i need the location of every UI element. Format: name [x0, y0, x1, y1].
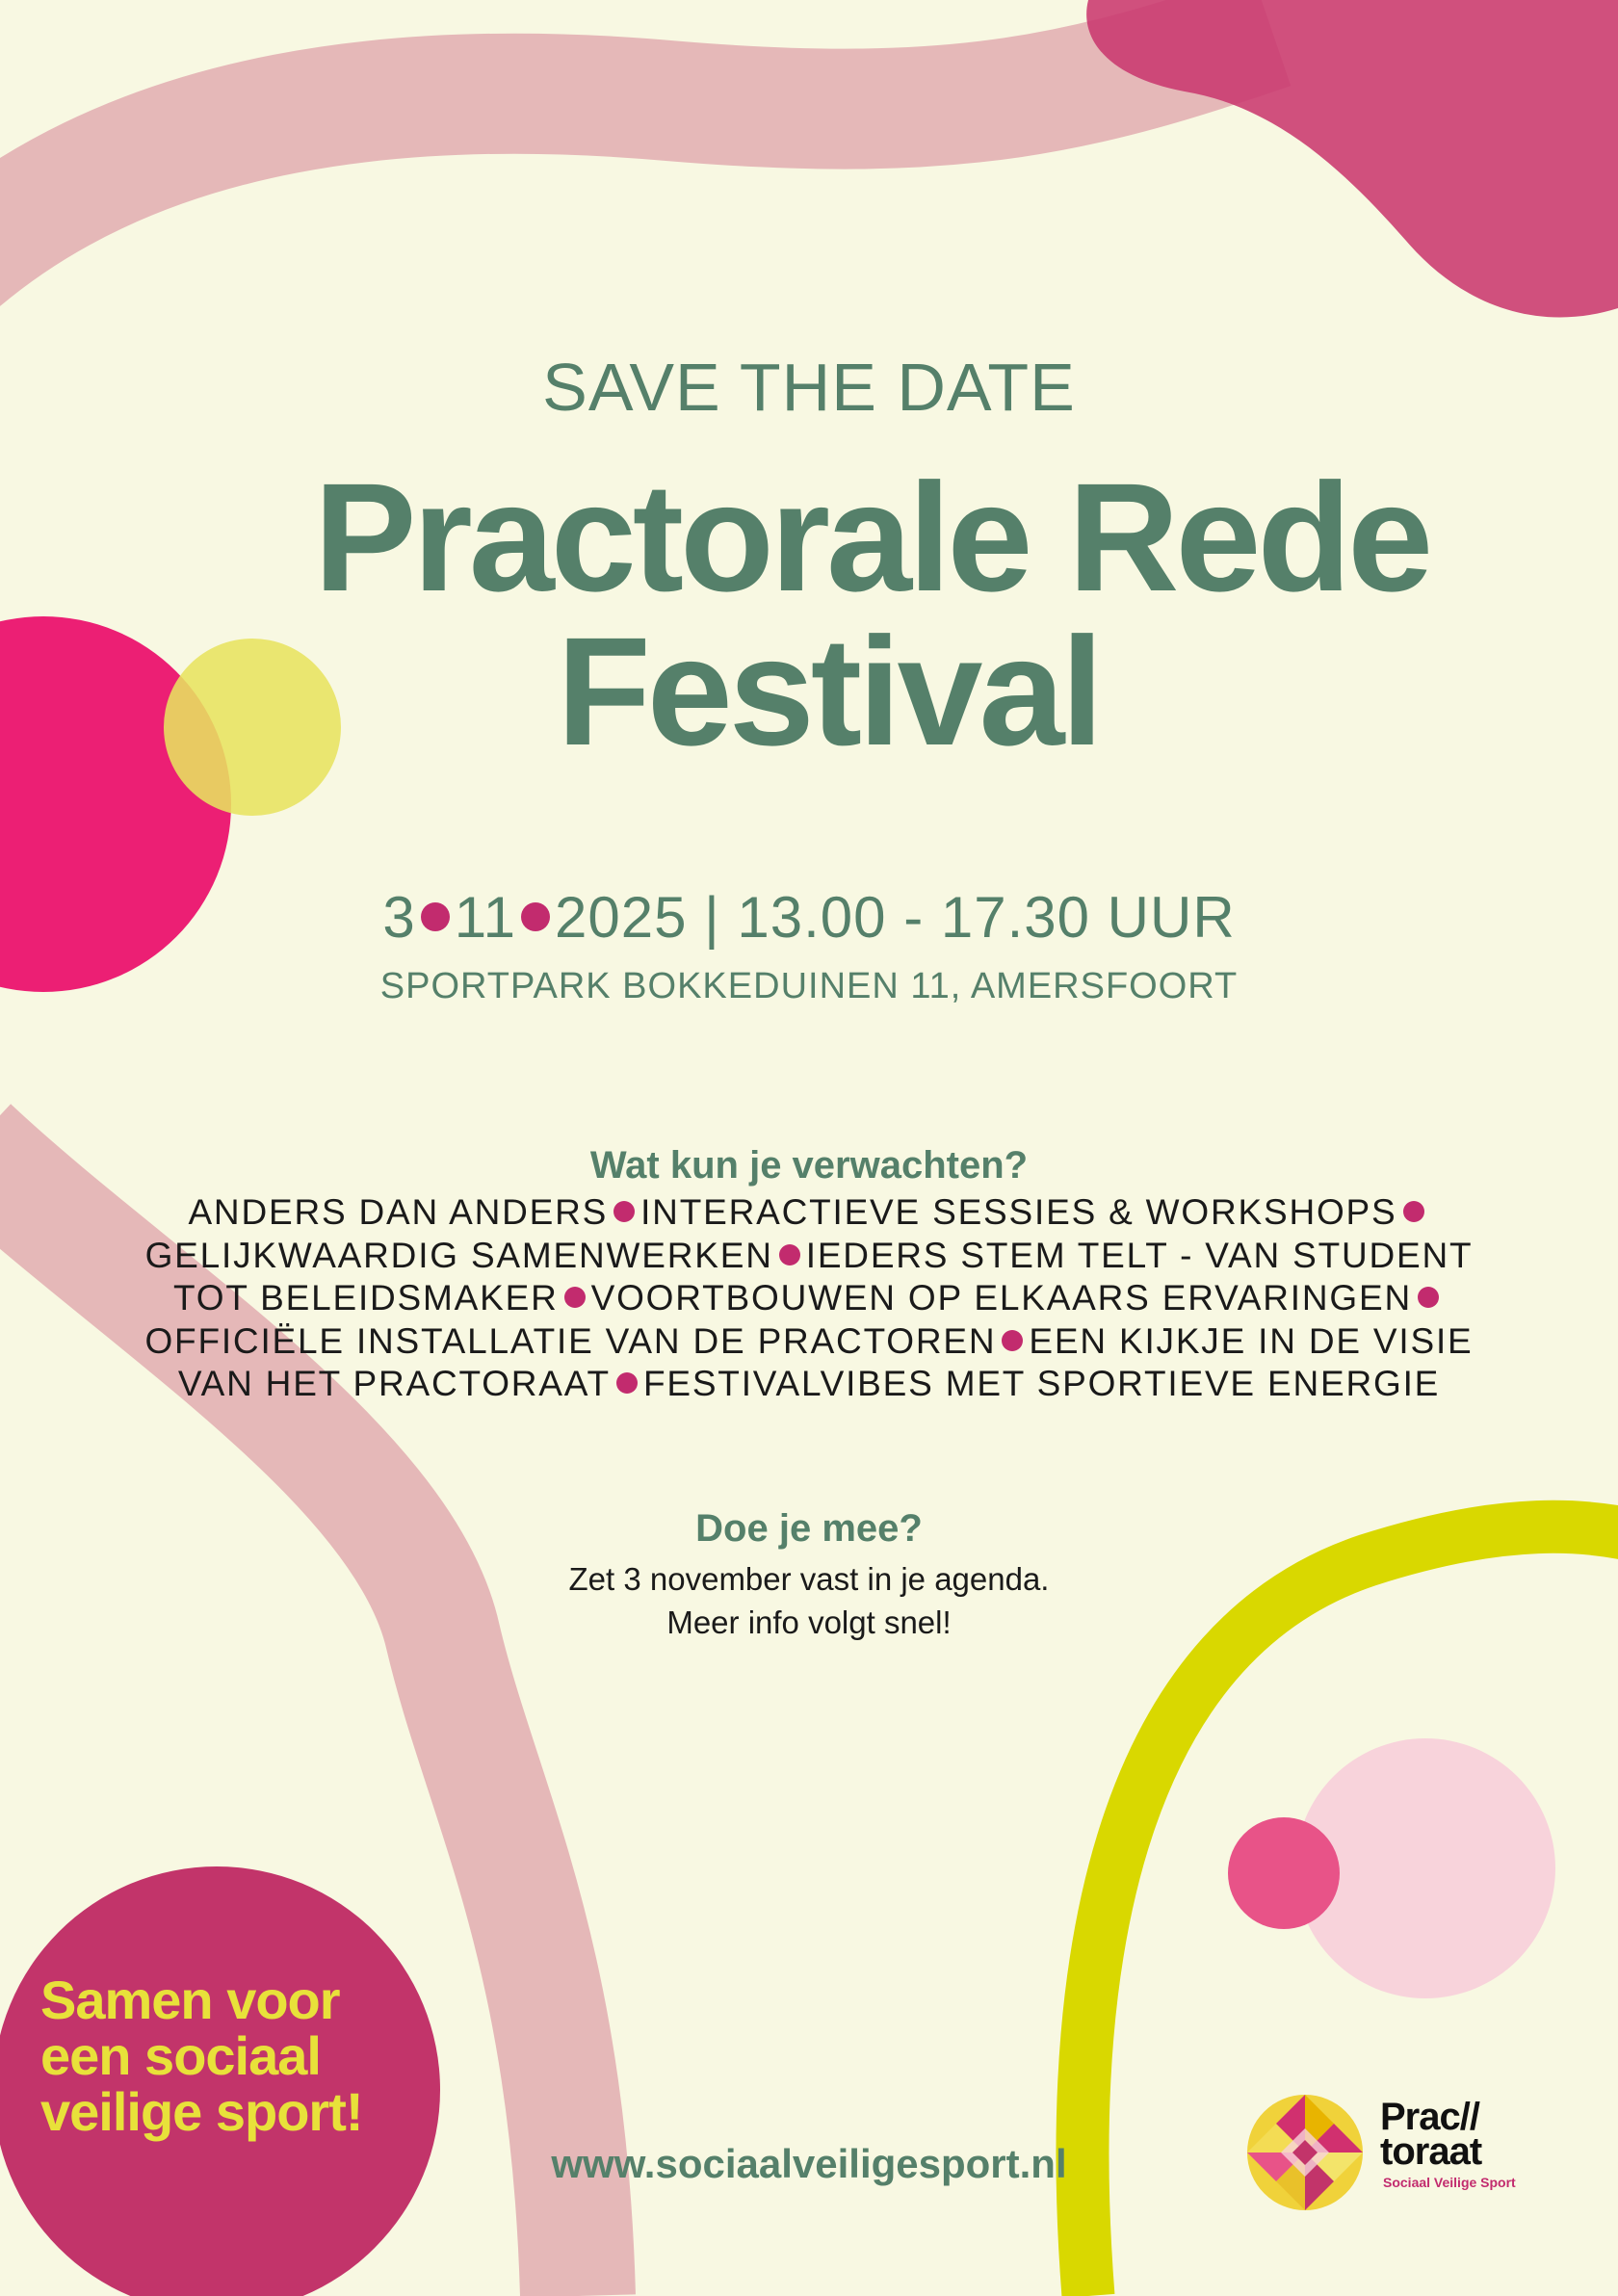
- list-item: INTERACTIEVE SESSIES & WORKSHOPS: [640, 1192, 1397, 1232]
- page-title-line-1: Practorale Rede: [313, 451, 1430, 623]
- list-item: OFFICIËLE INSTALLATIE VAN DE PRACTOREN: [144, 1320, 997, 1361]
- logo-name-line-2: toraat: [1380, 2130, 1482, 2173]
- bullet-dot-icon: [1403, 1201, 1424, 1222]
- slogan-line-3: veilige sport!: [40, 2081, 363, 2142]
- expectations-list: [125, 1191, 1493, 1406]
- join-text-line-2: Meer info volgt snel!: [666, 1605, 952, 1640]
- slogan-line-2: een sociaal: [40, 2025, 321, 2086]
- list-item: FESTIVALVIBES MET SPORTIEVE ENERGIE: [642, 1364, 1441, 1403]
- event-location: SPORTPARK BOKKEDUINEN 11, AMERSFOORT: [379, 966, 1239, 1006]
- slogan-line-1: Samen voor: [40, 1970, 340, 2030]
- list-item: VOORTBOUWEN OP ELKAARS ERVARINGEN: [590, 1278, 1412, 1318]
- date-month: 11: [454, 885, 516, 950]
- bullet-dot-icon: [779, 1244, 800, 1265]
- event-time: | 13.00 - 17.30 UUR: [704, 885, 1236, 950]
- bullet-dot-icon: [564, 1287, 586, 1308]
- expectations-heading: Wat kun je verwachten?: [589, 1144, 1029, 1187]
- list-item: GELIJKWAARDIG SAMENWERKEN: [144, 1235, 773, 1275]
- bullet-dot-icon: [1002, 1330, 1023, 1351]
- list-item: IEDERS STEM TELT - VAN STUDENT TOT BELEIDSMAKER: [173, 1235, 1474, 1318]
- magenta-blob-top-right: [1086, 0, 1618, 317]
- pink-swoosh-top: [0, 29, 1271, 260]
- date-year: 2025: [554, 885, 688, 950]
- bullet-dot-icon: [421, 902, 450, 931]
- slogan: [40, 1972, 445, 2140]
- date-day: 3: [382, 885, 416, 950]
- logo-name-line-1: Prac//: [1380, 2096, 1479, 2138]
- join-heading: Doe je mee?: [695, 1507, 923, 1550]
- join-text-line-1: Zet 3 november vast in je agenda.: [568, 1561, 1050, 1597]
- page-title-line-2: Festival: [557, 605, 1100, 777]
- bullet-dot-icon: [613, 1201, 635, 1222]
- prismatic-circle-logo-icon: [1242, 2090, 1368, 2215]
- bullet-dot-icon: [616, 1372, 638, 1394]
- list-item: EEN KIJKJE IN DE VISIE VAN HET PRACTORAAT: [177, 1320, 1474, 1403]
- bullet-dot-icon: [521, 902, 550, 931]
- bullet-dot-icon: [1418, 1287, 1439, 1308]
- save-the-date-kicker: SAVE THE DATE: [542, 350, 1076, 425]
- logo-subtitle: Sociaal Veilige Sport: [1383, 2175, 1516, 2190]
- pink-circle-small: [1228, 1817, 1340, 1929]
- list-item: ANDERS DAN ANDERS: [188, 1192, 609, 1232]
- website-link[interactable]: www.sociaalveiligesport.nl: [551, 2141, 1067, 2186]
- event-date-time: [0, 884, 1618, 951]
